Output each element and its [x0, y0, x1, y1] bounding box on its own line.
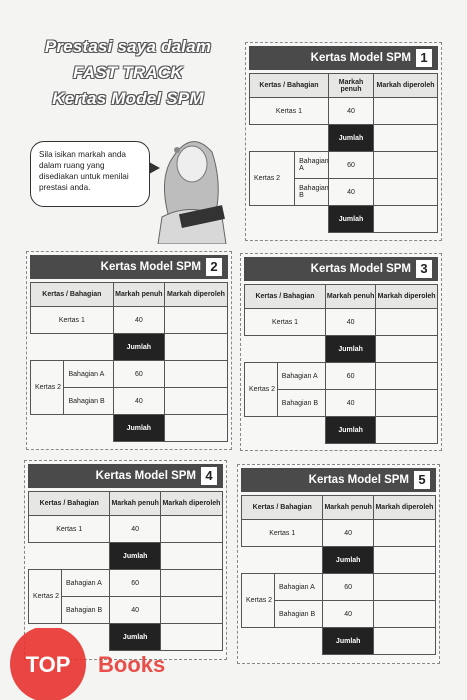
header-marks-obtained: Markah diperoleh	[374, 74, 438, 98]
score-card-2	[26, 251, 232, 450]
card-header	[30, 255, 228, 279]
card-number: 2	[206, 258, 222, 276]
heading-line-1: Prestasi saya dalam	[44, 37, 212, 56]
card-number: 3	[416, 260, 432, 278]
jumlah-label: Jumlah	[328, 125, 373, 152]
card-header	[28, 464, 223, 488]
row-bahagian-a: Bahagian A	[64, 361, 113, 388]
score-card-1	[245, 42, 442, 241]
blank-cell	[242, 547, 323, 574]
score-table	[244, 284, 438, 444]
topbooks-watermark	[0, 628, 200, 700]
card-header	[244, 257, 438, 281]
jumlah-label: Jumlah	[110, 543, 160, 570]
jumlah-label: Jumlah	[326, 336, 376, 363]
score-card-5	[237, 464, 440, 664]
header-section: Kertas / Bahagian	[31, 283, 114, 307]
row-kertas-2: Kertas 2	[242, 574, 275, 628]
bahagian-a-full-marks: 60	[328, 152, 373, 179]
header-full-marks: Markah penuh	[328, 74, 373, 98]
row-kertas-2: Kertas 2	[245, 363, 278, 417]
jumlah-label: Jumlah	[323, 628, 373, 655]
score-table	[30, 282, 228, 442]
jumlah-label: Jumlah	[328, 206, 373, 233]
jumlah-1-input[interactable]	[373, 547, 435, 574]
row-kertas-2: Kertas 2	[29, 570, 62, 624]
row-bahagian-b: Bahagian B	[277, 390, 325, 417]
card-number: 1	[416, 49, 432, 67]
blank-cell	[242, 628, 323, 655]
kertas-1-full-marks: 40	[328, 98, 373, 125]
header-full-marks: Markah penuh	[323, 496, 373, 520]
kertas-1-obtained-input[interactable]	[164, 307, 227, 334]
header-marks-obtained: Markah diperoleh	[376, 285, 438, 309]
blank-cell	[245, 336, 326, 363]
bahagian-a-obtained-input[interactable]	[373, 574, 435, 601]
row-kertas-1: Kertas 1	[31, 307, 114, 334]
jumlah-1-input[interactable]	[164, 334, 227, 361]
bahagian-b-obtained-input[interactable]	[160, 597, 222, 624]
jumlah-1-input[interactable]	[160, 543, 222, 570]
score-table	[241, 495, 436, 655]
row-kertas-1: Kertas 1	[245, 309, 326, 336]
row-bahagian-b: Bahagian B	[274, 601, 323, 628]
kertas-1-obtained-input[interactable]	[374, 98, 438, 125]
score-table	[28, 491, 223, 651]
card-title: Kertas Model SPM	[95, 470, 196, 482]
card-header	[249, 46, 438, 70]
jumlah-label: Jumlah	[113, 334, 164, 361]
row-kertas-1: Kertas 1	[242, 520, 323, 547]
jumlah-1-input[interactable]	[376, 336, 438, 363]
row-kertas-2: Kertas 2	[250, 152, 295, 206]
jumlah-2-input[interactable]	[374, 206, 438, 233]
header-full-marks: Markah penuh	[110, 492, 160, 516]
score-table	[249, 73, 438, 233]
bahagian-a-full-marks: 60	[113, 361, 164, 388]
heading-line-3: Kertas Model SPM	[52, 89, 204, 108]
bahagian-b-full-marks: 40	[323, 601, 373, 628]
bahagian-a-obtained-input[interactable]	[374, 152, 438, 179]
header-marks-obtained: Markah diperoleh	[373, 496, 435, 520]
page-heading	[28, 34, 228, 112]
bahagian-b-obtained-input[interactable]	[373, 601, 435, 628]
row-bahagian-a: Bahagian A	[277, 363, 325, 390]
card-number: 5	[414, 471, 430, 489]
student-illustration	[140, 122, 240, 244]
header-section: Kertas / Bahagian	[29, 492, 110, 516]
bahagian-a-obtained-input[interactable]	[160, 570, 222, 597]
bahagian-b-full-marks: 40	[326, 390, 376, 417]
blank-cell	[31, 334, 114, 361]
bahagian-b-obtained-input[interactable]	[374, 179, 438, 206]
bahagian-b-full-marks: 40	[113, 388, 164, 415]
blank-cell	[29, 543, 110, 570]
watermark-top-text: TOP	[25, 652, 71, 677]
kertas-1-full-marks: 40	[323, 520, 373, 547]
bahagian-a-obtained-input[interactable]	[376, 363, 438, 390]
bahagian-b-full-marks: 40	[110, 597, 160, 624]
row-kertas-1: Kertas 1	[250, 98, 329, 125]
bahagian-b-obtained-input[interactable]	[164, 388, 227, 415]
jumlah-1-input[interactable]	[374, 125, 438, 152]
row-kertas-1: Kertas 1	[29, 516, 110, 543]
bahagian-a-full-marks: 60	[110, 570, 160, 597]
bahagian-a-full-marks: 60	[326, 363, 376, 390]
row-bahagian-a: Bahagian A	[61, 570, 110, 597]
row-bahagian-b: Bahagian B	[61, 597, 110, 624]
watermark-books-text: Books	[98, 652, 166, 677]
kertas-1-obtained-input[interactable]	[376, 309, 438, 336]
header-full-marks: Markah penuh	[326, 285, 376, 309]
jumlah-2-input[interactable]	[376, 417, 438, 444]
card-title: Kertas Model SPM	[308, 474, 409, 486]
bahagian-b-full-marks: 40	[328, 179, 373, 206]
card-title: Kertas Model SPM	[310, 52, 411, 64]
jumlah-2-input[interactable]	[373, 628, 435, 655]
row-bahagian-b: Bahagian B	[295, 179, 329, 206]
jumlah-label: Jumlah	[326, 417, 376, 444]
header-marks-obtained: Markah diperoleh	[160, 492, 222, 516]
bahagian-a-obtained-input[interactable]	[164, 361, 227, 388]
bahagian-a-full-marks: 60	[323, 574, 373, 601]
blank-cell	[31, 415, 114, 442]
kertas-1-full-marks: 40	[113, 307, 164, 334]
heading-line-2: FAST TRACK	[73, 63, 183, 82]
blank-cell	[250, 125, 329, 152]
header-section: Kertas / Bahagian	[245, 285, 326, 309]
score-card-3	[240, 253, 442, 451]
jumlah-2-input[interactable]	[164, 415, 227, 442]
row-kertas-2: Kertas 2	[31, 361, 64, 415]
card-title: Kertas Model SPM	[310, 263, 411, 275]
row-bahagian-a: Bahagian A	[274, 574, 323, 601]
row-bahagian-b: Bahagian B	[64, 388, 113, 415]
blank-cell	[250, 206, 329, 233]
card-title: Kertas Model SPM	[100, 261, 201, 273]
bahagian-b-obtained-input[interactable]	[376, 390, 438, 417]
card-number: 4	[201, 467, 217, 485]
header-section: Kertas / Bahagian	[242, 496, 323, 520]
header-full-marks: Markah penuh	[113, 283, 164, 307]
kertas-1-obtained-input[interactable]	[160, 516, 222, 543]
jumlah-label: Jumlah	[110, 624, 160, 651]
card-header	[241, 468, 436, 492]
kertas-1-full-marks: 40	[326, 309, 376, 336]
blank-cell	[245, 417, 326, 444]
speech-bubble: Sila isikan markah anda dalam ruang yang disediakan untuk menilai prestasi anda.	[30, 141, 150, 207]
header-section: Kertas / Bahagian	[250, 74, 329, 98]
row-bahagian-a: Bahagian A	[295, 152, 329, 179]
header-marks-obtained: Markah diperoleh	[164, 283, 227, 307]
jumlah-label: Jumlah	[113, 415, 164, 442]
kertas-1-full-marks: 40	[110, 516, 160, 543]
jumlah-label: Jumlah	[323, 547, 373, 574]
kertas-1-obtained-input[interactable]	[373, 520, 435, 547]
